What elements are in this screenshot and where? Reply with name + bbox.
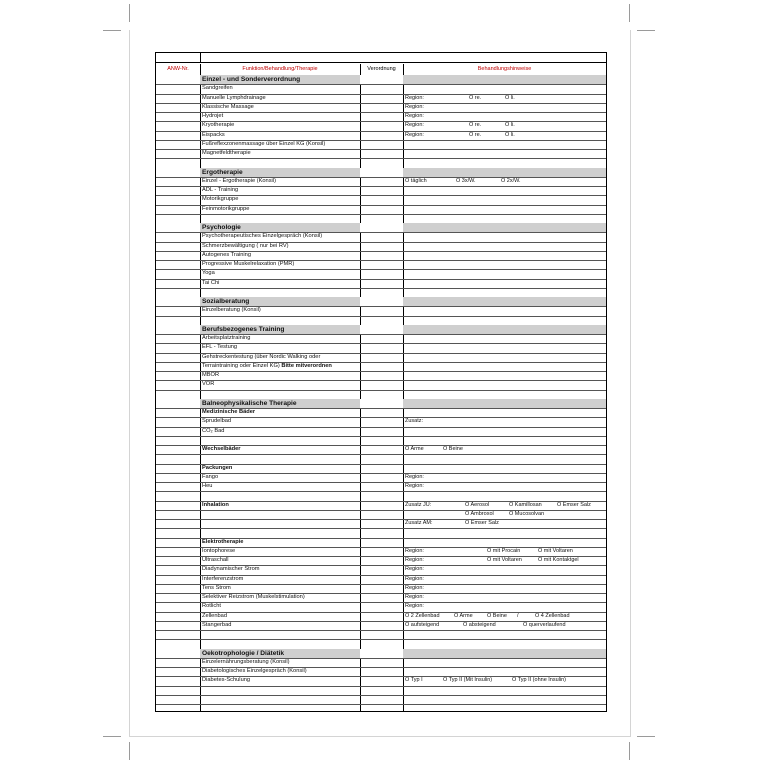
option-checkbox[interactable]: O Typ II (ohne Insulin) bbox=[512, 677, 567, 684]
hint-label: Region: bbox=[405, 566, 424, 573]
therapy-label: Diadynamischer Strom bbox=[202, 566, 260, 573]
therapy-label: Wechselbäder bbox=[202, 446, 241, 452]
hint-label: Region: bbox=[405, 473, 424, 480]
therapy-order-form bbox=[155, 52, 607, 712]
therapy-label: Stangerbad bbox=[202, 621, 232, 628]
table-row bbox=[156, 695, 606, 705]
option-checkbox[interactable]: O 2 Zellenbad bbox=[405, 612, 440, 619]
therapy-label: Psychotherapeutisches Einzelgespräch (Konsil) bbox=[202, 233, 323, 240]
treatment-hint bbox=[405, 519, 606, 528]
section-title: Ergotherapie bbox=[202, 168, 243, 176]
header-anw-nr: ANW-Nr. bbox=[156, 64, 200, 76]
treatment-hint bbox=[405, 676, 606, 685]
treatment-hint bbox=[405, 584, 606, 593]
therapy-label: Inhalation bbox=[202, 501, 229, 508]
therapy-label: Zellenbad bbox=[202, 612, 227, 619]
therapy-label: Tai Chi bbox=[202, 279, 220, 286]
header-funktion: Funktion/Behandlung/Therapie bbox=[200, 64, 360, 76]
hint-label: Zusatz JU: bbox=[405, 501, 432, 508]
treatment-hint bbox=[405, 121, 606, 130]
hint-label: Region: bbox=[405, 103, 424, 110]
therapy-label: Heu bbox=[202, 483, 213, 489]
crop-mark bbox=[129, 4, 130, 22]
hint-label: Region: bbox=[405, 483, 424, 489]
therapy-label: Hydrojet bbox=[202, 113, 224, 119]
hint-label: Zusatz AM: bbox=[405, 520, 433, 526]
therapy-label: Klassische Massage bbox=[202, 103, 254, 110]
therapy-label: Gehstreckentestung (über Nordic Walking oder bbox=[202, 353, 321, 360]
therapy-label: Selektiver Reizstrom (Muskelstimulation) bbox=[202, 594, 305, 600]
therapy-label: Einzelberatung (Konsil) bbox=[202, 307, 261, 314]
treatment-hint bbox=[405, 612, 606, 621]
option-checkbox[interactable]: O li. bbox=[505, 122, 515, 129]
treatment-hint bbox=[405, 501, 606, 510]
therapy-label: Terraintraining oder Einzel KG) Bitte mitverordnen bbox=[202, 362, 332, 369]
option-checkbox[interactable]: O Mucosolvan bbox=[509, 510, 545, 517]
hint-label: Zusatz: bbox=[405, 418, 424, 425]
therapy-label: Diabetologisches Einzelgespräch (Konsil) bbox=[202, 668, 307, 674]
option-checkbox[interactable]: O Typ II (Mit Insulin) bbox=[443, 677, 493, 684]
section-title: Sozialberatung bbox=[202, 298, 250, 305]
therapy-label: Autogenes Training bbox=[202, 251, 252, 258]
option-checkbox[interactable]: O 2x/W. bbox=[501, 177, 521, 184]
form-rows bbox=[156, 75, 606, 711]
hint-label: Region: bbox=[405, 94, 424, 101]
option-checkbox[interactable]: O absteigend bbox=[463, 621, 496, 628]
option-checkbox[interactable]: O Typ I bbox=[405, 677, 423, 684]
section-title: Oekotrophologie / Diätetik bbox=[202, 649, 285, 657]
therapy-label: Fußreflexzonenmassage über Einzel KG (Konsil) bbox=[202, 140, 326, 147]
option-checkbox[interactable]: O Emser Salz bbox=[465, 520, 499, 526]
option-checkbox[interactable]: O Kamillosan bbox=[509, 501, 542, 508]
therapy-label: Progressive Muskelrelaxation (PMR) bbox=[202, 261, 295, 267]
hint-label: Region: bbox=[405, 584, 424, 591]
note-bold: Bitte mitverordnen bbox=[279, 362, 332, 369]
treatment-hint bbox=[405, 417, 606, 426]
therapy-label: Eispacks bbox=[202, 131, 225, 138]
section-title: Berufsbezogenes Training bbox=[202, 325, 285, 333]
therapy-label: Schmerzbewältigung ( nur bei RV) bbox=[202, 242, 289, 249]
crop-mark bbox=[103, 30, 121, 31]
treatment-hint bbox=[405, 593, 606, 602]
option-checkbox[interactable]: O re. bbox=[469, 131, 482, 138]
therapy-label: Motorikgruppe bbox=[202, 196, 239, 203]
option-checkbox[interactable]: O aufsteigend bbox=[405, 621, 440, 628]
therapy-label: Rotlicht bbox=[202, 603, 221, 610]
therapy-label: Feinmotorikgruppe bbox=[202, 205, 250, 212]
hint-label: Region: bbox=[405, 547, 424, 554]
therapy-label: EFL - Testung bbox=[202, 344, 238, 351]
option-checkbox[interactable]: O 4 Zellenbad bbox=[535, 612, 570, 619]
therapy-label: Einzelernährungsberatung (Konsil) bbox=[202, 658, 290, 665]
option-checkbox[interactable]: O 3x/W. bbox=[456, 177, 476, 184]
option-checkbox[interactable]: O mit Voltaren bbox=[487, 557, 522, 563]
hint-label: Region: bbox=[405, 557, 424, 563]
option-checkbox[interactable]: O täglich bbox=[405, 177, 427, 184]
treatment-hint bbox=[405, 565, 606, 574]
option-checkbox[interactable]: O querverlaufend bbox=[523, 621, 566, 628]
hint-label: Region: bbox=[405, 113, 424, 119]
crop-mark bbox=[103, 736, 121, 737]
therapy-label: Interferenzstrom bbox=[202, 575, 244, 582]
section-title: Balneophysikalische Therapie bbox=[202, 399, 297, 407]
therapy-label: Kryotherapie bbox=[202, 122, 235, 129]
treatment-hint bbox=[405, 94, 606, 103]
therapy-label: Manuelle Lymphdrainage bbox=[202, 94, 266, 101]
option-checkbox[interactable]: O Aerosol bbox=[465, 501, 490, 508]
treatment-hint bbox=[405, 510, 606, 519]
therapy-label: MBOR bbox=[202, 372, 220, 378]
therapy-label: Einzel - Ergotherapie (Konsil) bbox=[202, 177, 276, 184]
hint-label: Region: bbox=[405, 131, 424, 138]
therapy-label: Ultraschall bbox=[202, 557, 229, 563]
option-checkbox[interactable]: O li. bbox=[505, 131, 515, 138]
section-title: Psychologie bbox=[202, 224, 241, 231]
option-checkbox[interactable]: O mit Procain bbox=[487, 547, 521, 554]
option-checkbox[interactable]: O Arme bbox=[454, 612, 473, 619]
option-checkbox[interactable]: O re. bbox=[469, 122, 482, 129]
treatment-hint bbox=[405, 445, 606, 454]
hint-label: Region: bbox=[405, 594, 424, 600]
therapy-label: Fango bbox=[202, 473, 219, 480]
option-checkbox[interactable]: O mit Kontaktgel bbox=[538, 557, 579, 563]
form-top-bar bbox=[156, 53, 606, 63]
option-checkbox[interactable]: O mit Voltaren bbox=[538, 547, 573, 554]
treatment-hint bbox=[405, 103, 606, 112]
therapy-label: Sandgreifen bbox=[202, 85, 233, 92]
option-checkbox[interactable]: O Ambroxol bbox=[465, 510, 494, 517]
header-verordnung: Verordnung bbox=[360, 64, 403, 76]
section-title: Einzel - und Sonderverordnung bbox=[202, 76, 301, 83]
therapy-label: Tens Strom bbox=[202, 584, 231, 591]
treatment-hint bbox=[405, 547, 606, 556]
therapy-label: Packungen bbox=[202, 464, 233, 471]
therapy-label: Iontophorese bbox=[202, 547, 236, 554]
therapy-label: Medizinische Bäder bbox=[202, 409, 256, 415]
crop-mark bbox=[129, 742, 130, 760]
option-checkbox[interactable]: O re. bbox=[469, 94, 482, 101]
crop-mark bbox=[629, 742, 630, 760]
therapy-label: ADL - Training bbox=[202, 187, 239, 193]
option-checkbox[interactable]: O Beine bbox=[487, 612, 507, 619]
therapy-label: Elektrotherapie bbox=[202, 538, 244, 545]
crop-mark bbox=[629, 4, 630, 22]
hint-label: Region: bbox=[405, 603, 424, 610]
hint-label: Region: bbox=[405, 575, 424, 582]
therapy-label: Magnetfeldtherapie bbox=[202, 150, 251, 156]
treatment-hint bbox=[405, 602, 606, 611]
therapy-label: CO₂ Bad bbox=[202, 427, 225, 434]
therapy-label: VOR bbox=[202, 381, 215, 388]
hint-label: Region: bbox=[405, 122, 424, 129]
treatment-hint bbox=[405, 112, 606, 121]
treatment-hint bbox=[405, 473, 606, 482]
treatment-hint bbox=[405, 556, 606, 565]
treatment-hint bbox=[405, 177, 606, 186]
option-checkbox[interactable]: O Beine bbox=[443, 446, 463, 452]
therapy-label: Arbeitsplatztraining bbox=[202, 335, 251, 341]
treatment-hint bbox=[405, 575, 606, 584]
treatment-hint bbox=[405, 482, 606, 491]
treatment-hint bbox=[405, 131, 606, 140]
option-checkbox[interactable]: O li. bbox=[505, 94, 515, 101]
option-checkbox[interactable]: O Emser Salz bbox=[557, 501, 591, 508]
therapy-label: Diabetes-Schulung bbox=[202, 677, 251, 684]
therapy-label: Yoga bbox=[202, 270, 215, 277]
crop-mark bbox=[637, 30, 655, 31]
hint-label: / bbox=[517, 612, 519, 619]
therapy-label: Sprudelbad bbox=[202, 418, 232, 425]
header-behandlungshinweise: Behandlungshinweise bbox=[403, 64, 606, 76]
crop-mark bbox=[637, 736, 655, 737]
treatment-hint bbox=[405, 621, 606, 630]
option-checkbox[interactable]: O Arme bbox=[405, 446, 424, 452]
